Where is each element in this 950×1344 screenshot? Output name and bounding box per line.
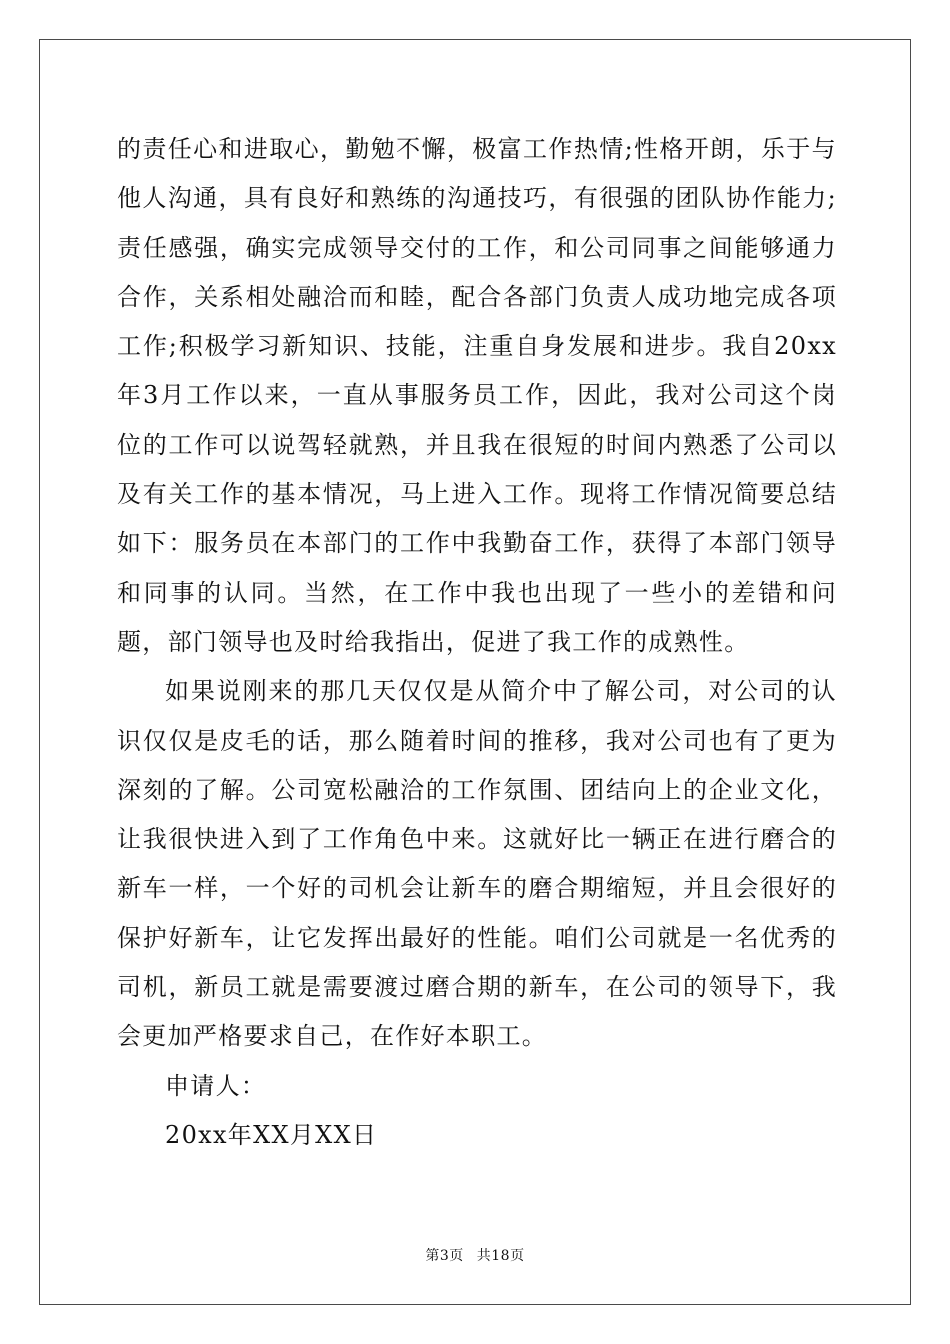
applicant-label: 申请人：	[165, 1071, 267, 1100]
page-total: 共18页	[476, 1248, 525, 1264]
paragraph-1: 的责任心和进取心，勤勉不懈，极富工作热情;性格开朗，乐于与他人沟通，具有良好和熟练的沟通技巧，有很强的团队协作能力;责任感强，确实完成领导交付的工作，和公司同事之间能够通力合作，关系相处融洽而和睦，配合各部门负责人成功地完成各项工作;积极学习新知识、技能，注重自身发展和进步。我自20xx年3月工作以来，一直从事服务员工作，因此，我对公司这个岗位的工作可以说驾轻就熟，并且我在很短的时间内熟悉了公司以及有关工作的基本情况，马上进入工作。现将工作情况简要总结如下：服务员在本部门的工作中我勤奋工作，获得了本部门领导和同事的认同。当然，在工作中我也出现了一些小的差错和问题，部门领导也及时给我指出，促进了我工作的成熟性。	[117, 135, 837, 656]
document-body	[117, 125, 837, 1160]
paragraph-2: 如果说刚来的那几天仅仅是从简介中了解公司，对公司的认识仅仅是皮毛的话，那么随着时间的推移，我对公司也有了更为深刻的了解。公司宽松融洽的工作氛围、团结向上的企业文化，让我很快进入到了工作角色中来。这就好比一辆正在进行磨合的新车一样，一个好的司机会让新车的磨合期缩短，并且会很好的保护好新车，让它发挥出最好的性能。咱们公司就是一名优秀的司机，新员工就是需要渡过磨合期的新车，在公司的领导下，我会更加严格要求自己，在作好本职工。	[117, 677, 837, 1051]
page-footer	[0, 1245, 950, 1265]
page-number: 第3页	[425, 1248, 464, 1264]
date-line: 20xx年XX月XX日	[165, 1120, 378, 1149]
